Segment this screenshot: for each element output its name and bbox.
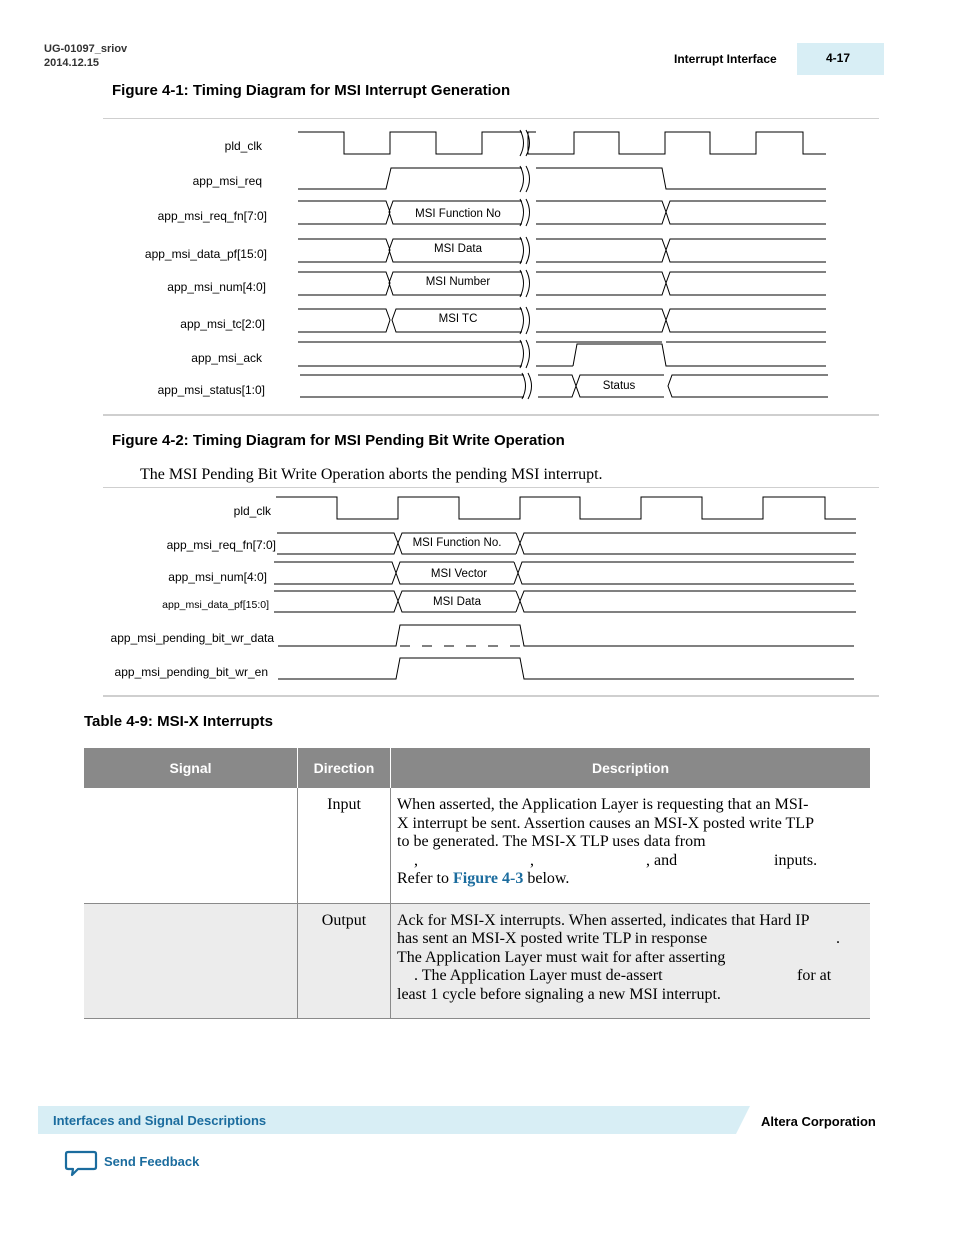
row1-desc-line5-prefix: Refer to bbox=[397, 870, 449, 888]
fig1-bus-status-label: Status bbox=[602, 380, 636, 392]
fig2-wave-pending-bit-wr-en bbox=[278, 658, 854, 679]
fig2-wave-pld-clk bbox=[276, 497, 856, 519]
fig1-wave-app-msi-status bbox=[300, 373, 828, 399]
fig1-wave-app-msi-num bbox=[298, 270, 826, 297]
row1-direction: Input bbox=[298, 788, 391, 903]
page-number-box bbox=[797, 43, 884, 75]
fig1-bus-tc-label: MSI TC bbox=[438, 313, 478, 325]
row1-desc-line5 bbox=[397, 870, 864, 889]
section-name: Interrupt Interface bbox=[674, 52, 777, 66]
row1-desc-line4-part-a: , bbox=[414, 851, 418, 869]
fig1-wave-app-msi-req-fn bbox=[298, 199, 826, 226]
fig2-bus-fn-label: MSI Function No. bbox=[412, 537, 502, 549]
fig1-sig-app-msi-data-pf: app_msi_data_pf[15:0] bbox=[144, 247, 267, 261]
msix-interrupts-table bbox=[84, 748, 870, 1019]
row2-desc-line2-part-a: has sent an MSI-X posted write TLP in response bbox=[397, 930, 708, 948]
row2-direction: Output bbox=[298, 903, 391, 1018]
fig1-bus-data-label: MSI Data bbox=[434, 243, 482, 255]
fig1-wave-pld-clk bbox=[298, 132, 522, 154]
fig1-wave-app-msi-ack bbox=[298, 340, 826, 368]
figure2-caption: The MSI Pending Bit Write Operation aborts the pending MSI interrupt. bbox=[140, 466, 603, 483]
table-row bbox=[84, 788, 870, 903]
row2-desc-line1: Ack for MSI-X interrupts. When asserted, indicates that Hard IP bbox=[397, 911, 810, 929]
figure-4-3-link[interactable]: Figure 4-3 bbox=[452, 870, 524, 888]
table-title: Table 4-9: MSI-X Interrupts bbox=[84, 713, 273, 730]
fig2-sig-pld-clk: pld_clk bbox=[233, 504, 271, 518]
doc-date: 2014.12.15 bbox=[44, 57, 100, 69]
col-header-signal: Signal bbox=[84, 748, 298, 788]
row2-desc-line3: The Application Layer must wait for after asserting bbox=[397, 948, 726, 966]
row1-desc-line2: X interrupt be sent. Assertion causes an MSI-X posted write TLP bbox=[397, 814, 814, 832]
row2-desc-line4-part-a: . The Application Layer must de-assert bbox=[414, 967, 663, 985]
doc-id: UG-01097_sriov bbox=[44, 43, 128, 55]
fig2-wave-app-msi-num bbox=[274, 562, 854, 584]
fig1-sig-app-msi-ack: app_msi_ack bbox=[191, 351, 262, 365]
row1-desc-line1: When asserted, the Application Layer is requesting that an MSI- bbox=[397, 796, 809, 813]
footer-company: Altera Corporation bbox=[761, 1114, 876, 1129]
feedback-icon[interactable] bbox=[64, 1150, 98, 1178]
fig1-wave-app-msi-tc bbox=[298, 307, 826, 334]
fig1-sig-app-msi-tc: app_msi_tc[2:0] bbox=[180, 317, 265, 331]
fig2-sig-app-msi-data-pf: app_msi_data_pf[15:0] bbox=[162, 599, 269, 611]
figure1-top-rule bbox=[103, 118, 879, 119]
fig2-sig-pending-bit-wr-data: app_msi_pending_bit_wr_data bbox=[110, 631, 274, 645]
fig2-bus-data-label: MSI Data bbox=[433, 596, 481, 608]
figure2-timing-diagram bbox=[0, 490, 954, 694]
row1-desc-line5-suffix: below. bbox=[527, 870, 570, 888]
row2-desc-line2 bbox=[397, 930, 864, 949]
fig2-wave-app-msi-req-fn bbox=[277, 533, 856, 554]
fig1-sig-app-msi-status: app_msi_status[1:0] bbox=[157, 383, 265, 397]
col-header-direction: Direction bbox=[298, 748, 391, 788]
row2-desc-line4-part-b: for at bbox=[797, 967, 832, 985]
footer-chapter: Interfaces and Signal Descriptions bbox=[53, 1113, 267, 1128]
row2-signal bbox=[84, 903, 298, 1018]
header-doc-block bbox=[44, 42, 127, 70]
fig2-sig-app-msi-num: app_msi_num[4:0] bbox=[168, 570, 267, 584]
fig1-bus-fn-label: MSI Function No bbox=[415, 208, 501, 220]
fig2-sig-pending-bit-wr-en: app_msi_pending_bit_wr_en bbox=[114, 665, 268, 679]
row1-description bbox=[391, 788, 871, 903]
figure1-timing-diagram bbox=[0, 120, 954, 412]
row1-desc-line4-part-b: , bbox=[530, 851, 534, 869]
fig1-wave-app-msi-req bbox=[298, 168, 522, 189]
row1-desc-line3: to be generated. The MSI-X TLP uses data from bbox=[397, 833, 706, 851]
table-row bbox=[84, 903, 870, 1018]
fig1-sig-pld-clk: pld_clk bbox=[224, 139, 262, 153]
row2-desc-line5: least 1 cycle before signaling a new MSI interrupt. bbox=[397, 985, 721, 1003]
fig1-wave-app-msi-data-pf bbox=[298, 237, 826, 264]
row2-desc-line2-part-b: . bbox=[836, 930, 840, 948]
fig1-bus-num-label: MSI Number bbox=[425, 276, 491, 288]
row1-desc-line4 bbox=[397, 852, 864, 871]
fig2-wave-app-msi-data-pf bbox=[274, 591, 856, 612]
figure1-bottom-rule bbox=[103, 414, 879, 416]
fig2-wave-pending-bit-wr-data bbox=[278, 625, 854, 646]
figure2-title: Figure 4-2: Timing Diagram for MSI Pending Bit Write Operation bbox=[112, 432, 565, 449]
row1-desc-line4-part-d: inputs. bbox=[774, 851, 818, 869]
figure1-title: Figure 4-1: Timing Diagram for MSI Interrupt Generation bbox=[112, 82, 511, 99]
fig2-bus-vector-label: MSI Vector bbox=[430, 568, 488, 580]
figure2-top-rule bbox=[103, 487, 879, 488]
row1-desc-line4-part-c: , and bbox=[646, 851, 678, 869]
fig2-sig-app-msi-req-fn: app_msi_req_fn[7:0] bbox=[166, 538, 276, 552]
fig1-sig-app-msi-num: app_msi_num[4:0] bbox=[167, 280, 266, 294]
row2-description bbox=[391, 903, 871, 1018]
col-header-description: Description bbox=[391, 748, 871, 788]
row1-signal bbox=[84, 788, 298, 903]
figure2-bottom-rule bbox=[103, 695, 879, 697]
fig1-sig-app-msi-req: app_msi_req bbox=[192, 174, 262, 188]
row2-desc-line4 bbox=[397, 967, 864, 986]
page-number: 4-17 bbox=[826, 51, 851, 65]
send-feedback-link[interactable]: Send Feedback bbox=[104, 1154, 200, 1169]
fig1-sig-app-msi-req-fn: app_msi_req_fn[7:0] bbox=[157, 209, 267, 223]
